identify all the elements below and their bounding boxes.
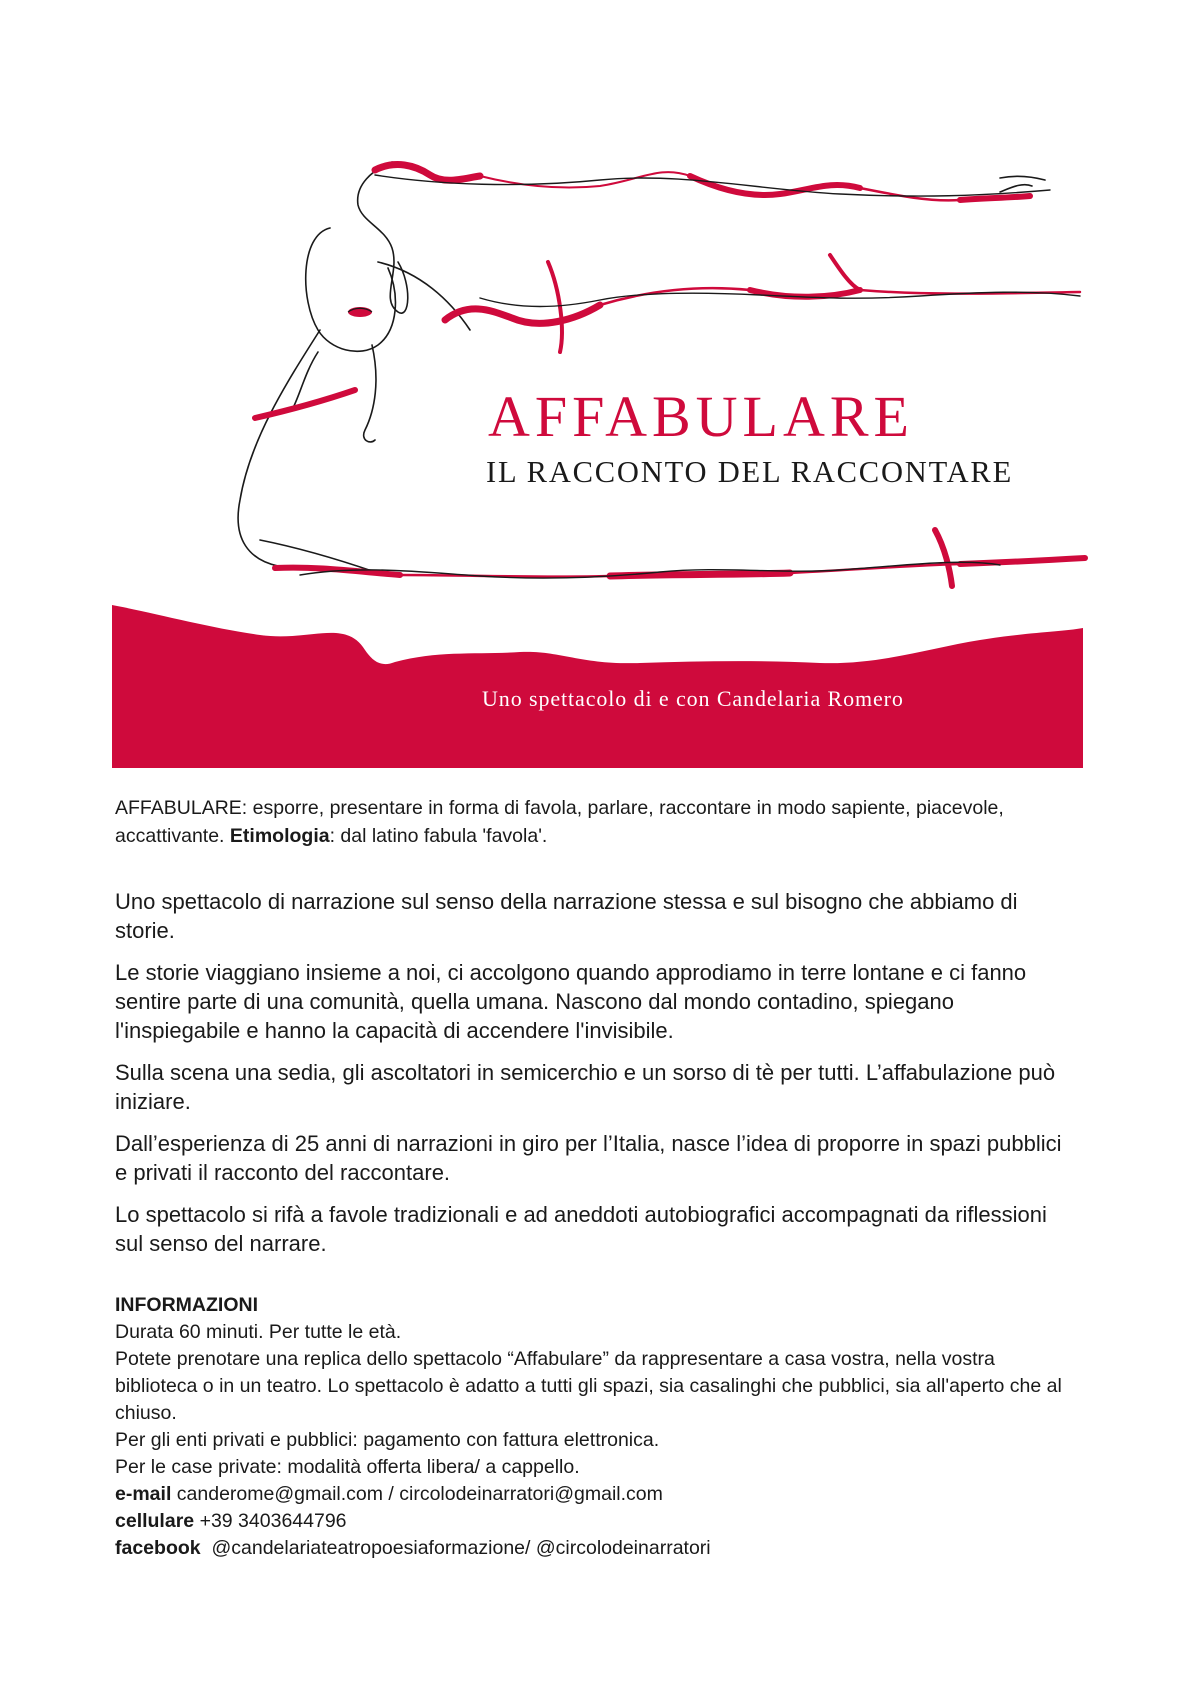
poster-title: AFFABULARE — [488, 384, 914, 449]
description-paragraph: Dall’esperienza di 25 anni di narrazioni in giro per l’Italia, nasce l’idea di proporre in spazi pubblici e privati il racconto del raccontare. — [115, 1131, 1062, 1185]
description-section — [115, 887, 1075, 1271]
contact-email — [115, 1481, 1075, 1508]
contact-facebook — [115, 1535, 1075, 1562]
description-paragraph: Sulla scena una sedia, gli ascoltatori in semicerchio e un sorso di tè per tutti. L’affabulazione può iniziare. — [115, 1060, 1056, 1114]
phone-value[interactable]: +39 3403644796 — [199, 1510, 347, 1532]
definition-paragraph — [115, 794, 1075, 850]
description-paragraph: Lo spettacolo si rifà a favole tradizionali e ad aneddoti autobiografici accompagnati da riflessioni sul senso del narrare. — [115, 1202, 1047, 1256]
info-private: Per le case private: modalità offerta libera/ a cappello. — [115, 1456, 580, 1478]
etymology-label: Etimologia — [229, 825, 330, 847]
poster-credit: Uno spettacolo di e con Candelaria Romero — [482, 686, 904, 711]
poster-header — [0, 0, 1190, 800]
description-paragraph: Le storie viaggiano insieme a noi, ci accolgono quando approdiamo in terre lontane e ci fanno sentire parte di una comunità, quella umana. Nascono dal mondo contadino, spiegano l'inspiegabile e hanno la capacità di accendere l'invisibile. — [115, 960, 1027, 1043]
figure-line-drawing — [238, 162, 1045, 572]
email-label: e-mail — [115, 1483, 172, 1505]
contact-phone — [115, 1508, 1075, 1535]
lips-icon — [348, 307, 372, 317]
email-value[interactable]: canderome@gmail.com / circolodeinarratori@gmail.com — [176, 1483, 663, 1505]
info-duration: Durata 60 minuti. Per tutte le età. — [115, 1321, 402, 1343]
info-booking: Potete prenotare una replica dello spettacolo “Affabulare” da rappresentare a casa vostra, nella vostra biblioteca o in un teatro. Lo spettacolo è adatto a tutti gli spazi, sia casalinghi che pubblici, sia all'aperto che al chiuso. — [115, 1348, 1062, 1424]
facebook-label: facebook — [115, 1537, 201, 1559]
definition-text: AFFABULARE: esporre, presentare in forma di favola, parlare, raccontare in modo sapiente, piacevole, accattivante. — [115, 797, 1004, 847]
facebook-value[interactable]: @candelariateatropoesiaformazione/ @circolodeinarratori — [211, 1537, 711, 1559]
red-calligraphy — [255, 165, 1085, 586]
phone-label: cellulare — [115, 1510, 195, 1532]
description-paragraph: Uno spettacolo di narrazione sul senso della narrazione stessa e sul bisogno che abbiamo di storie. — [115, 889, 1018, 943]
etymology-text: : dal latino fabula 'favola'. — [329, 825, 548, 847]
poster-subtitle: IL RACCONTO DEL RACCONTARE — [486, 455, 1013, 489]
info-section — [115, 1292, 1075, 1562]
info-title: INFORMAZIONI — [115, 1294, 258, 1316]
info-entities: Per gli enti privati e pubblici: pagamento con fattura elettronica. — [115, 1429, 660, 1451]
black-calligraphy — [300, 175, 1080, 578]
